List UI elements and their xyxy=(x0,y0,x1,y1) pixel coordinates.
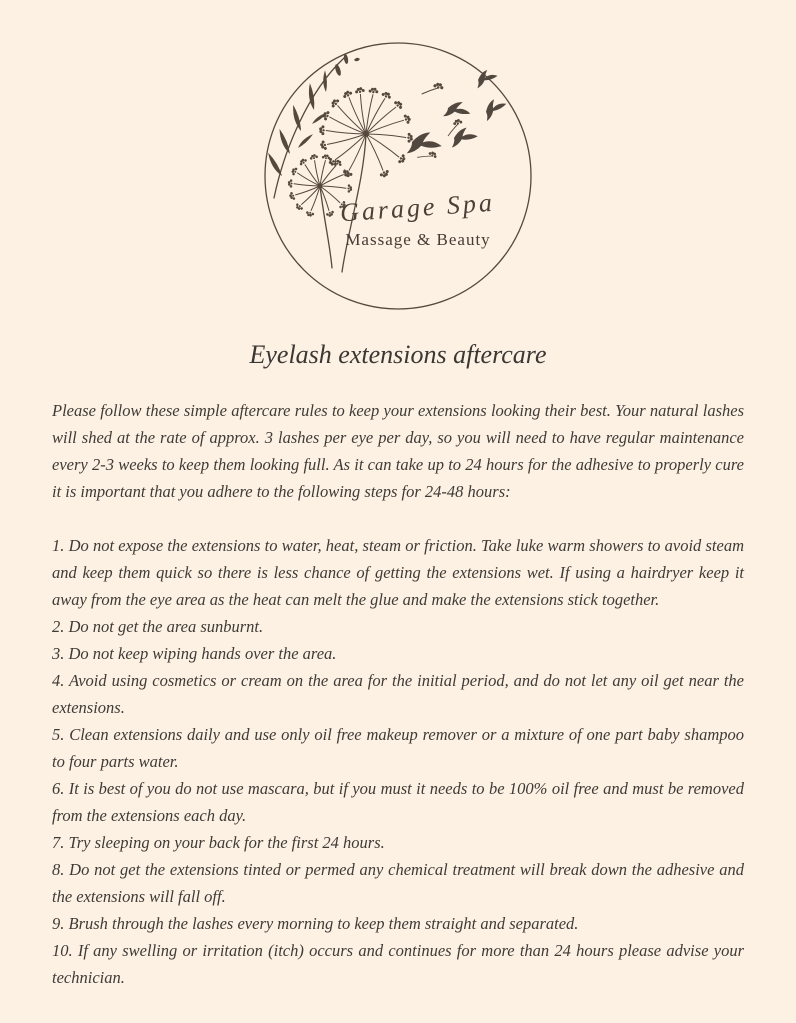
step-item-5: 5. Clean extensions daily and use only oil free makeup remover or a mixture of one part baby shampoo to four parts water. xyxy=(52,725,744,771)
step-item-10: 10. If any swelling or irritation (itch) occurs and continues for more than 24 hours please advise your technician. xyxy=(52,941,744,987)
step-item-8: 8. Do not get the extensions tinted or permed any chemical treatment will break down the adhesive and the extensions will fall off. xyxy=(52,860,744,906)
step-item-9: 9. Brush through the lashes every morning to keep them straight and separated. xyxy=(52,914,579,933)
brand-tagline: Massage & Beauty xyxy=(345,230,491,249)
step-item-2: 2. Do not get the area sunburnt. xyxy=(52,617,264,636)
step-item-1: 1. Do not expose the extensions to water, heat, steam or friction. Take luke warm showers to avoid steam and keep them quick so there is less chance of getting the extensions wet. If using a hairdryer keep it away from the eye area as the heat can melt the glue and make the extensions stick together. xyxy=(52,536,744,609)
page-title: Eyelash extensions aftercare xyxy=(249,340,547,369)
step-item-3: 3. Do not keep wiping hands over the area. xyxy=(52,644,337,663)
logo xyxy=(0,0,796,322)
brand-name: Garage Spa xyxy=(339,187,496,228)
step-item-7: 7. Try sleeping on your back for the first 24 hours. xyxy=(52,833,385,852)
intro-paragraph: Please follow these simple aftercare rules to keep your extensions looking their best. Your natural lashes will shed at the rate of approx. 3 lashes per eye per day, so you will need to have regular maintenance every 2-3 weeks to keep them looking full. As it can take up to 24 hours for the adhesive to properly cure it is important that you adhere to the following steps for 24-48 hours: xyxy=(52,401,744,501)
garage-spa-logo xyxy=(246,30,550,322)
step-item-4: 4. Avoid using cosmetics or cream on the area for the initial period, and do not let any oil get near the extensions. xyxy=(52,671,744,717)
floating-seeds-icon xyxy=(418,79,465,167)
step-item-6: 6. It is best of you do not use mascara, but if you must it needs to be 100% oil free and must be removed from the extensions each day. xyxy=(52,779,744,825)
flying-birds-icon xyxy=(407,68,510,158)
circle-frame-icon xyxy=(265,43,531,309)
content-body xyxy=(52,397,744,991)
